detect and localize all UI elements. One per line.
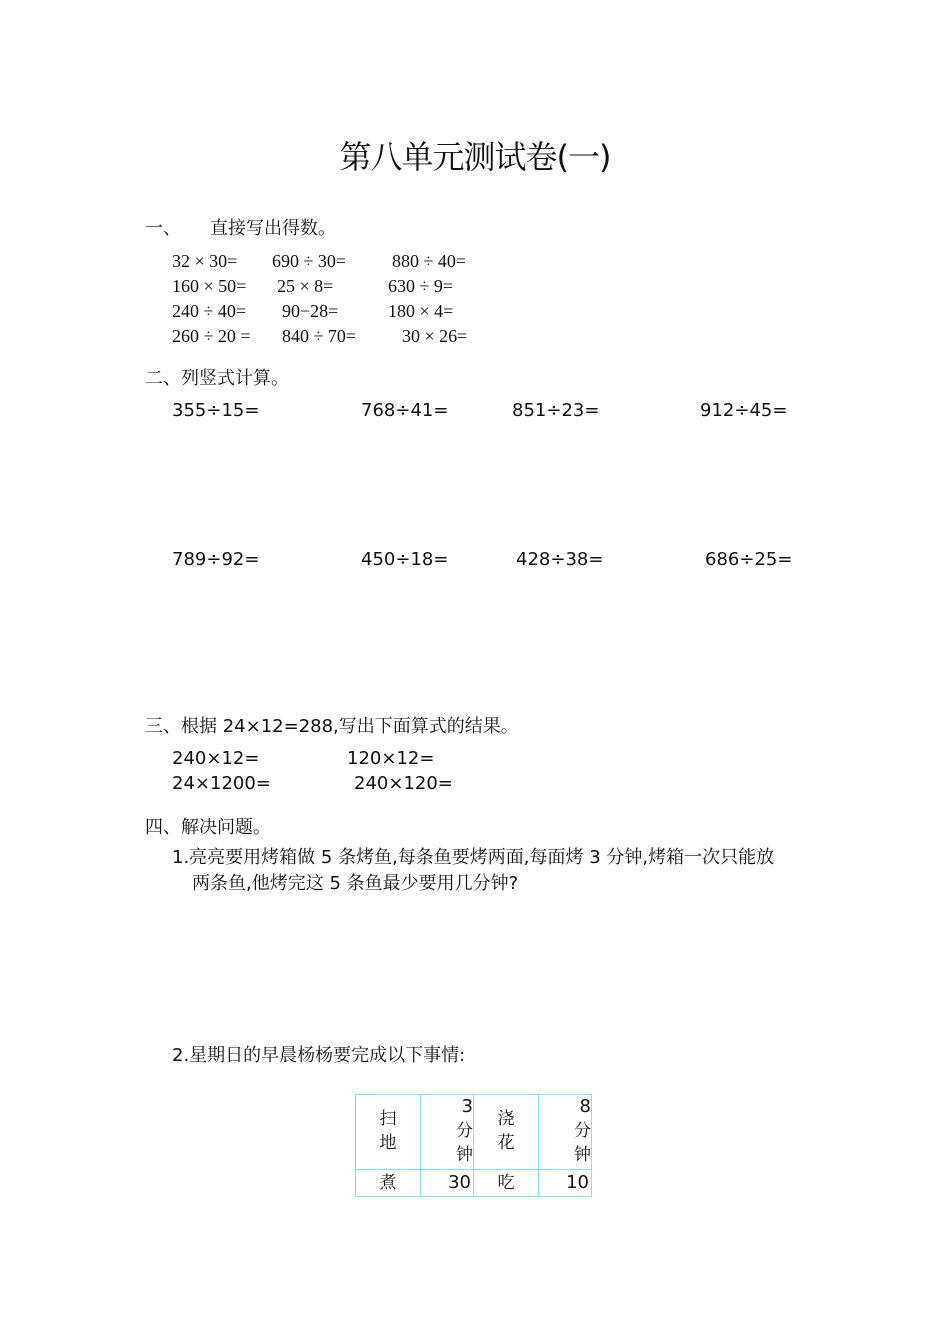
- mental-math-item: 180 × 4=: [388, 301, 454, 321]
- vertical-calc-item: 912÷45=: [700, 400, 788, 421]
- section1-number: 一、: [145, 218, 181, 239]
- time-cell: 10: [539, 1170, 592, 1197]
- mental-math-item: 32 × 30=: [172, 251, 238, 271]
- time-cell: 3 分 钟: [421, 1095, 474, 1170]
- mental-math-item: 840 ÷ 70=: [282, 326, 357, 346]
- task-cell: 浇 花: [474, 1095, 539, 1170]
- task-cell: 吃: [474, 1170, 539, 1197]
- mental-math-item: 690 ÷ 30=: [272, 251, 347, 271]
- derived-calc-item: 240×120=: [354, 773, 453, 794]
- task-cell: 扫 地: [356, 1095, 421, 1170]
- page-title: 第八单元测试卷(一): [339, 138, 611, 176]
- vertical-calc-item: 686÷25=: [705, 549, 793, 570]
- mental-math-item: 160 × 50=: [172, 276, 247, 296]
- problem1-text: 1.亮亮要用烤箱做 5 条烤鱼,每条鱼要烤两面,每面烤 3 分钟,烤箱一次只能放: [172, 847, 775, 868]
- vertical-calc-item: 851÷23=: [512, 400, 600, 421]
- section4-heading: 四、解决问题。: [145, 817, 271, 838]
- task-time-table: [355, 1094, 592, 1197]
- time-cell: 8 分 钟: [539, 1095, 592, 1170]
- section2-heading: 二、列竖式计算。: [145, 368, 289, 389]
- derived-calc-item: 120×12=: [347, 748, 435, 769]
- mental-math-item: 240 ÷ 40=: [172, 301, 247, 321]
- derived-calc-item: 24×1200=: [172, 773, 271, 794]
- vertical-calc-item: 768÷41=: [361, 400, 449, 421]
- mental-math-item: 30 × 26=: [402, 326, 468, 346]
- section3-heading: 三、根据 24×12=288,写出下面算式的结果。: [145, 716, 519, 737]
- mental-math-item: 880 ÷ 40=: [392, 251, 467, 271]
- task-cell: 煮: [356, 1170, 421, 1197]
- vertical-calc-item: 450÷18=: [361, 549, 449, 570]
- mental-math-item: 630 ÷ 9=: [388, 276, 454, 296]
- time-cell: 30: [421, 1170, 474, 1197]
- vertical-calc-item: 355÷15=: [172, 400, 260, 421]
- vertical-calc-item: 789÷92=: [172, 549, 260, 570]
- section1-heading: 直接写出得数。: [210, 218, 336, 239]
- problem1-text-cont: 两条鱼,他烤完这 5 条鱼最少要用几分钟?: [192, 873, 519, 894]
- vertical-calc-item: 428÷38=: [516, 549, 604, 570]
- mental-math-item: 260 ÷ 20 =: [172, 326, 251, 346]
- mental-math-item: 90−28=: [282, 301, 339, 321]
- derived-calc-item: 240×12=: [172, 748, 260, 769]
- problem2-text: 2.星期日的早晨杨杨要完成以下事情:: [172, 1045, 466, 1066]
- mental-math-item: 25 × 8=: [277, 276, 334, 296]
